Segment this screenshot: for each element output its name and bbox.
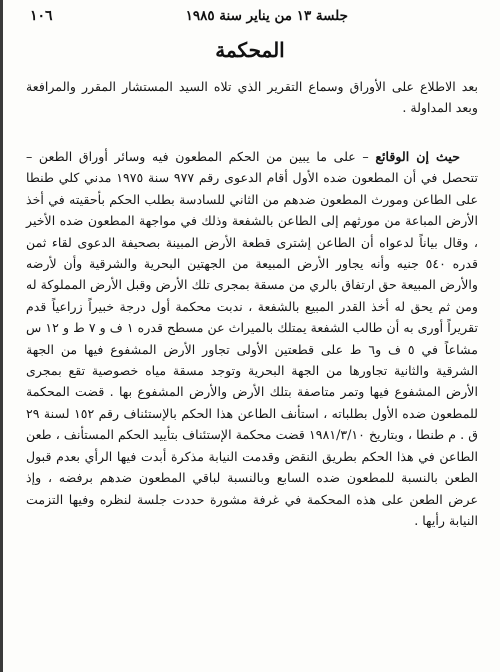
section-title: المحكمة bbox=[215, 38, 285, 62]
intro-paragraph: بعد الاطلاع على الأوراق وسماع التقرير الذي تلاه السيد المستشار المقرر والمرافعة وبعد المداولة . bbox=[26, 79, 478, 116]
page-number: ١٠٦ bbox=[30, 8, 53, 24]
facts-paragraph bbox=[26, 146, 478, 531]
facts-lead: حيث إن الوقائع bbox=[375, 149, 460, 164]
running-header bbox=[30, 6, 478, 26]
facts-body: – على ما يبين من الحكم المطعون فيه وسائر أوراق الطعن – تتحصل في أن المطعون ضده الأول أقام الدعوى رقم ٩٧٧ سنة ١٩٧٥ مدني كلي طنطا على الطاعن ومورث المطعون ضدهم من الثاني للسادسة بطلب الحكم بأحقيته في أخذ الأرض المباعة من مورثهم إلى الطاعن بالشفعة وذلك في مواجهة المطعون ضده الأخير ، وقال بياناً لدعواه أن الطاعن إشترى قطعة الأرض المبينة بصحيفة الدعوى لقاء ثمن قدره ٥٤٠ جنيه وأنه يجاور الأرض المبيعة من الجهتين البحرية والشرقية وأن لأرضه والأرض المبيعة حق ارتفاق بالري من مسقة بمجرى تلك الأرض وقبل الأرض المملوكة له ومن ثم يحق له أخذ القدر المبيع بالشفعة ، ندبت محكمة أول درجة خبيراً زراعياً قدم تقريراً أورى به أن طالب الشفعة يمتلك بالميراث عن مسطح قدره ١ ف و ٧ ط و ١٢ س مشاعاً في ٥ ف و٦ ط على قطعتين الأولى تجاور الأرض المشفوع فيها من الجهة الشرقية والثانية تجاورها من الجهة البحرية وتوجد مسقة مياه خصوصية تقع بمجرى الأرض المشفوع فيها وتمر متاصفة بتلك الأرض والأرض المشفوع بها . قضت المحكمة للمطعون ضده الأول بطلباته ، استأنف الطاعن هذا الحكم بالإستئناف رقم ١٥٢ لسنة ٢٩ ق . م طنطا ، وبتاريخ ١٩٨١/٣/١٠ قضت محكمة الإستئناف بتأييد الحكم المستأنف ، طعن الطاعن في هذا الحكم بطريق النقض وقدمت النيابة مذكرة أبدت فيها الرأي بعدم قبول الطعن بالنسبة للمطعون ضده السابع وبالنسبة لباقي المطعون ضدهم برفضه ، وإذ عرض الطعن على هذه المحكمة في غرفة مشورة حددت جلسة لنظره وفيها التزمت النيابة رأيها . bbox=[26, 149, 478, 528]
scan-edge bbox=[0, 0, 3, 672]
session-date: جلسة ١٣ من يناير سنة ١٩٨٥ bbox=[185, 8, 348, 24]
